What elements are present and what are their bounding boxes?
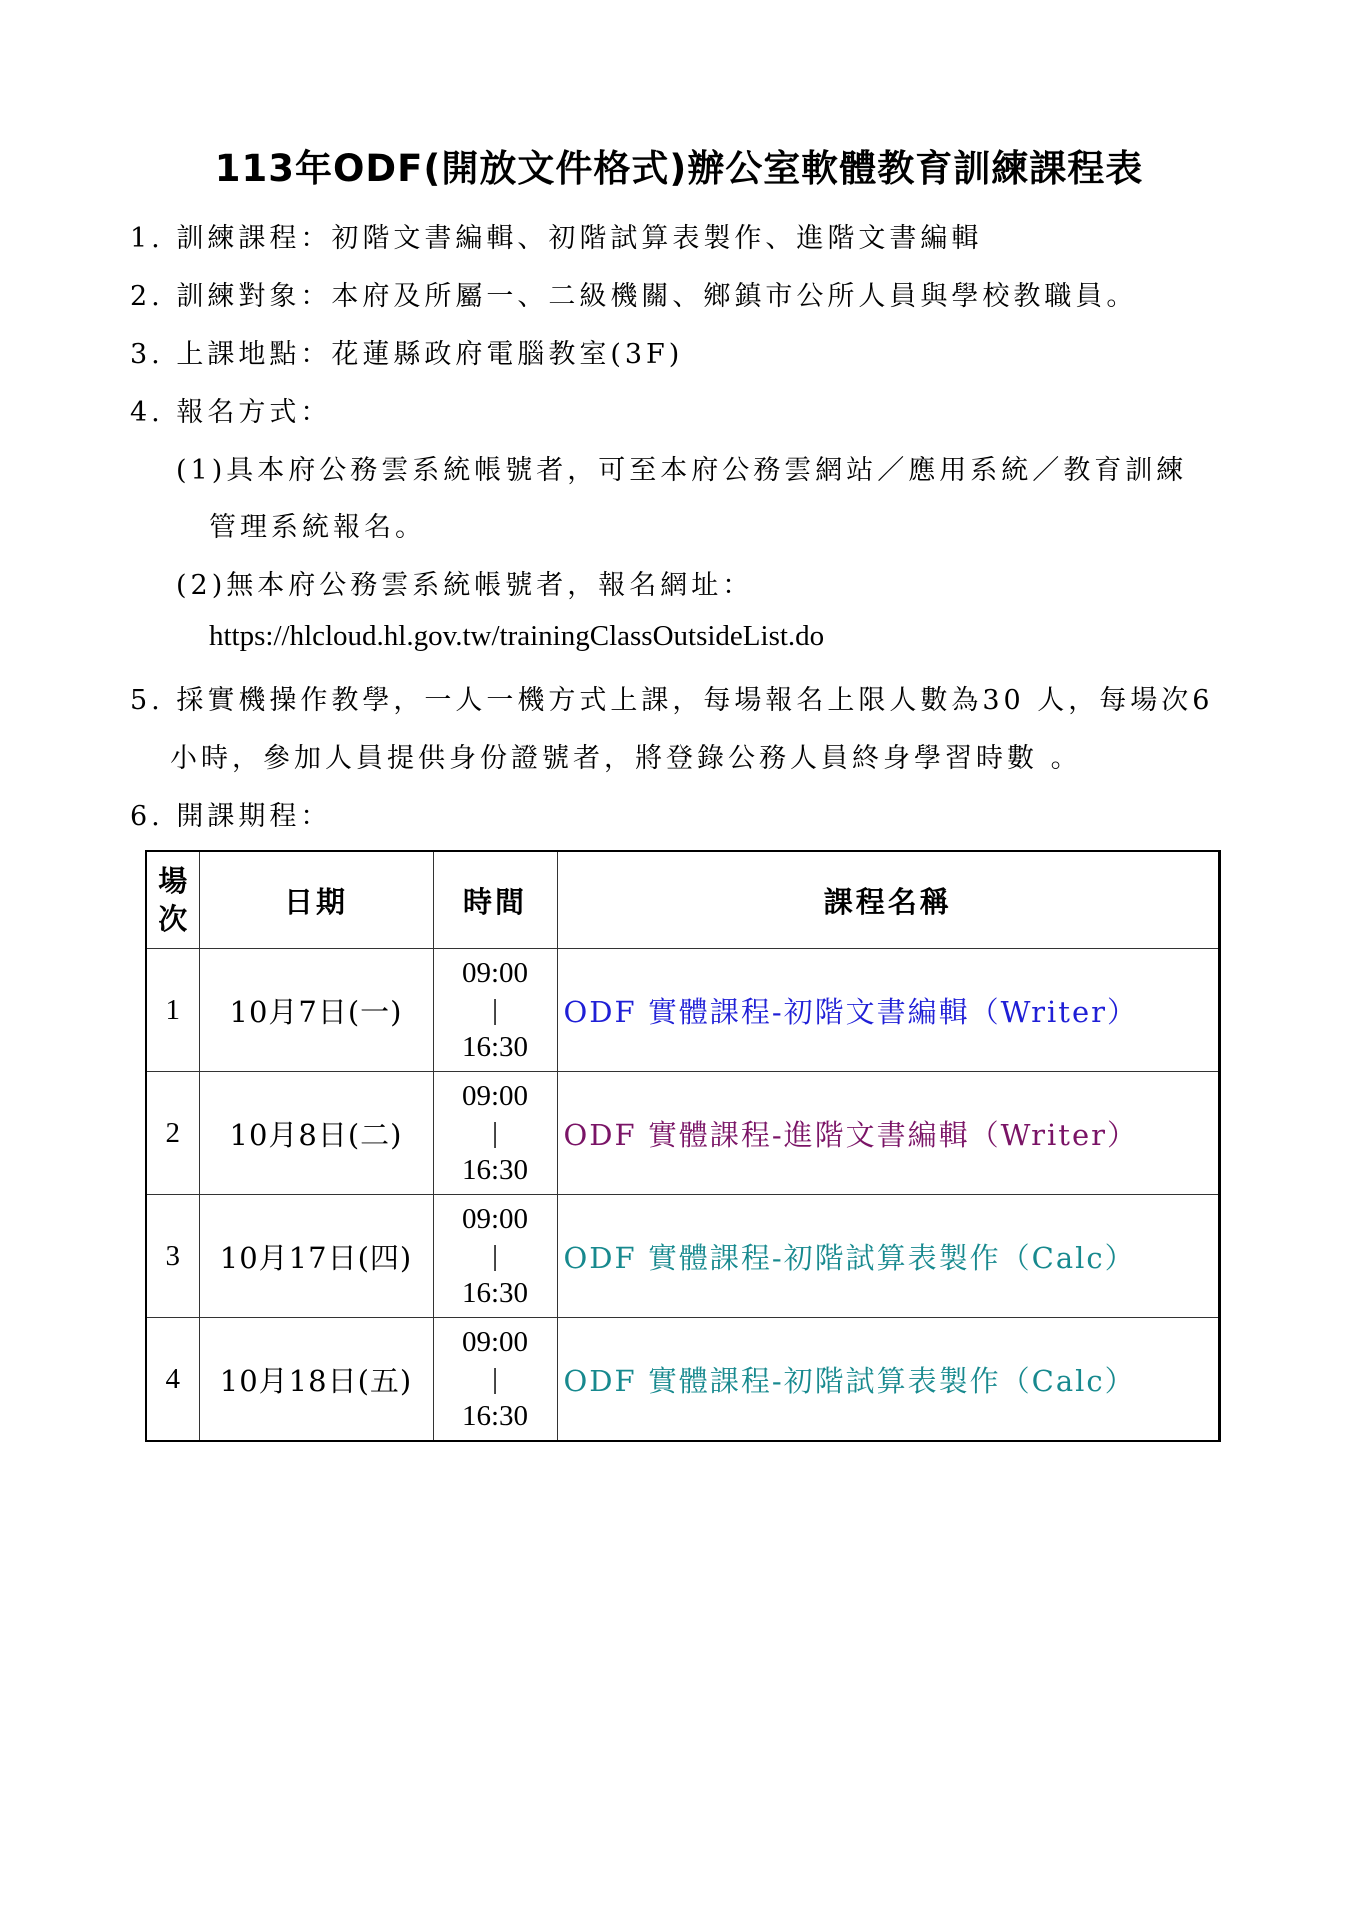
header-session bbox=[146, 851, 199, 949]
table-row bbox=[146, 1072, 1220, 1195]
row-course-name: ODF 實體課程-進階文書編輯（Writer） bbox=[557, 1072, 1220, 1195]
item-training-targets: 2. 訓練對象：本府及所屬一、二級機關、鄉鎮市公所人員與學校教職員。 bbox=[130, 281, 1138, 312]
row-date: 10月8日(二) bbox=[199, 1072, 433, 1195]
time-start: 09:00 bbox=[461, 1325, 529, 1358]
time-separator: | bbox=[492, 1116, 498, 1149]
row-time bbox=[433, 1195, 557, 1318]
row-time bbox=[433, 1072, 557, 1195]
time-start: 09:00 bbox=[461, 1202, 529, 1235]
item-location: 3. 上課地點：花蓮縣政府電腦教室(3F) bbox=[130, 339, 684, 370]
time-end: 16:30 bbox=[461, 1153, 529, 1186]
time-separator: | bbox=[492, 1239, 498, 1272]
table-row bbox=[146, 949, 1220, 1072]
row-date: 10月18日(五) bbox=[199, 1318, 433, 1442]
row-course-name: ODF 實體課程-初階試算表製作（Calc） bbox=[557, 1195, 1220, 1318]
row-session: 1 bbox=[146, 949, 199, 1072]
item-registration-method: 4. 報名方式： bbox=[130, 397, 332, 428]
row-session: 2 bbox=[146, 1072, 199, 1195]
item-training-courses: 1. 訓練課程：初階文書編輯、初階試算表製作、進階文書編輯 bbox=[130, 223, 983, 254]
row-date: 10月17日(四) bbox=[199, 1195, 433, 1318]
table-row bbox=[146, 1318, 1220, 1442]
document-title: 113年ODF(開放文件格式)辦公室軟體教育訓練課程表 bbox=[214, 147, 1144, 190]
registration-option-1-line2: 管理系統報名。 bbox=[209, 512, 426, 543]
row-session: 4 bbox=[146, 1318, 199, 1442]
time-end: 16:30 bbox=[461, 1030, 529, 1063]
schedule-table bbox=[145, 850, 1221, 1442]
time-start: 09:00 bbox=[461, 956, 529, 989]
registration-url[interactable]: https://hlcloud.hl.gov.tw/trainingClassOutsideList.do bbox=[209, 620, 825, 652]
header-course: 課程名稱 bbox=[557, 851, 1220, 949]
registration-option-1-line1: (1)具本府公務雲系統帳號者，可至本府公務雲網站／應用系統／教育訓練 bbox=[176, 455, 1188, 486]
time-separator: | bbox=[492, 1362, 498, 1395]
row-course-name: ODF 實體課程-初階試算表製作（Calc） bbox=[557, 1318, 1220, 1442]
item-teaching-method-line2: 小時，參加人員提供身份證號者，將登錄公務人員終身學習時數 。 bbox=[170, 743, 1082, 774]
row-time bbox=[433, 949, 557, 1072]
table-row bbox=[146, 1195, 1220, 1318]
item-teaching-method-line1: 5. 採實機操作教學，一人一機方式上課，每場報名上限人數為30 人，每場次6 bbox=[130, 685, 1214, 716]
time-separator: | bbox=[492, 993, 498, 1026]
registration-option-2-line1: (2)無本府公務雲系統帳號者，報名網址： bbox=[176, 570, 754, 601]
item-schedule: 6. 開課期程： bbox=[130, 801, 332, 832]
header-session-line2: 次 bbox=[158, 902, 188, 936]
row-time bbox=[433, 1318, 557, 1442]
row-date: 10月7日(一) bbox=[199, 949, 433, 1072]
time-start: 09:00 bbox=[461, 1079, 529, 1112]
time-end: 16:30 bbox=[461, 1276, 529, 1309]
header-date: 日期 bbox=[199, 851, 433, 949]
header-session-line1: 場 bbox=[158, 864, 188, 898]
row-session: 3 bbox=[146, 1195, 199, 1318]
table-header-row bbox=[146, 851, 1220, 949]
row-course-name: ODF 實體課程-初階文書編輯（Writer） bbox=[557, 949, 1220, 1072]
time-end: 16:30 bbox=[461, 1399, 529, 1432]
header-time: 時間 bbox=[433, 851, 557, 949]
